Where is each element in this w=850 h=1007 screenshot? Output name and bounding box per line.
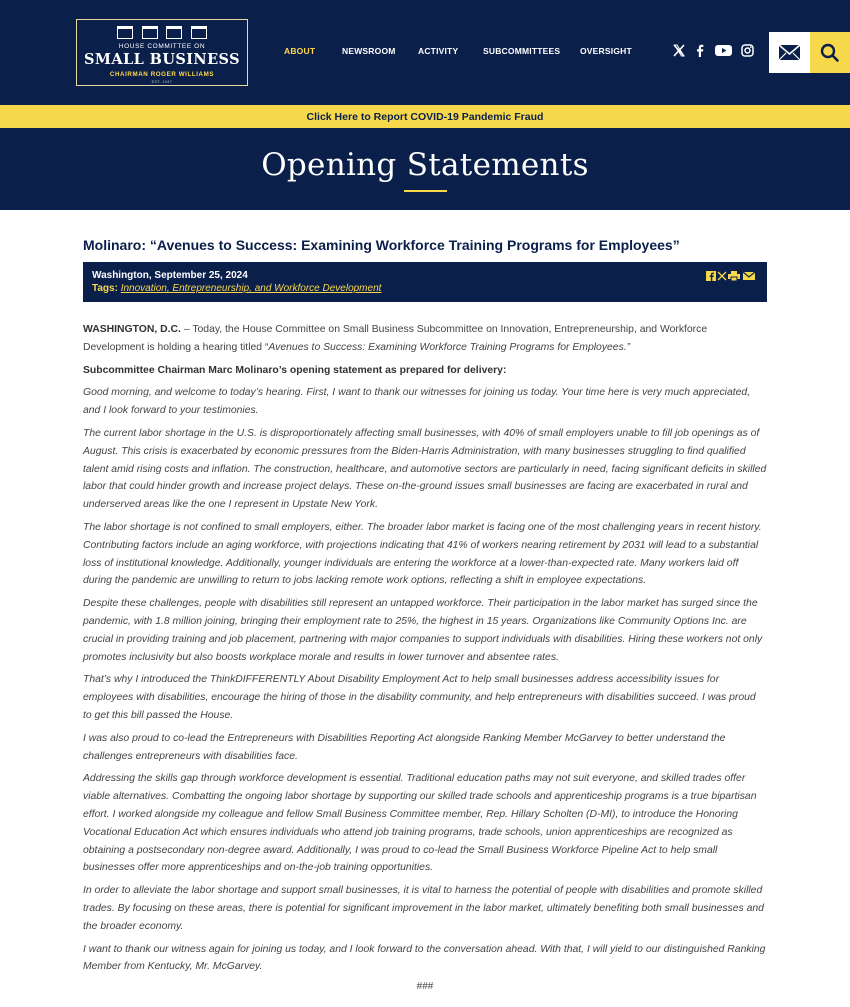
nav-item-activity[interactable]: ACTIVITY bbox=[418, 46, 459, 56]
covid-fraud-banner bbox=[0, 105, 850, 128]
storefront-icon bbox=[117, 26, 133, 39]
committee-logo[interactable] bbox=[76, 19, 248, 86]
x-icon[interactable] bbox=[673, 44, 685, 62]
facebook-share-icon[interactable] bbox=[706, 268, 716, 286]
contact-button[interactable] bbox=[769, 32, 810, 73]
statement-paragraph: Addressing the skills gap through workforce development is essential. Traditional education paths may not suit everyone, and skilled trades offer viable alternatives. Combatting the ongoing labor shortage by supporting our skilled trade schools and apprenticeship programs is a true bipartisan effort. I worked alongside my colleague and fellow Small Business Committee member, Rep. Hillary Scholten (D-MI), to introduce the Honoring Vocational Education Act which ensures individuals who attend job training programs, trade schools, union apprenticeships are recognized as obtaining a postsecondary non-degree award. Additionally, I was proud to co-lead the Small Business Workforce Pipeline Act to help small businesses offer more apprenticeships and on-the-job training opportunities. bbox=[83, 773, 757, 874]
statement-paragraph: Despite these challenges, people with disabilities still represent an untapped workforce. Their participation in the labor market has surged since the pandemic, with 1.8 million joining, bringing their employment rate to 25%, the highest in 15 years. Organizations like Community Options Inc. are crucial in providing training and job placement, partnering with major companies to support individuals with disabilities. Hiring these workers not only promotes inclusivity but also boosts workplace morale and results in lower turnover and absentee rates. bbox=[83, 598, 763, 663]
press-release bbox=[83, 236, 767, 992]
site-header bbox=[0, 0, 850, 105]
logo-chairman-text: CHAIRMAN ROGER WILLIAMS bbox=[109, 71, 215, 78]
lead-text: – Today, the House Committee on Small Business Subcommittee on Innovation, Entrepreneurship, and Workforce Development is holding a hearing titled “ bbox=[83, 324, 708, 353]
nav-item-about[interactable]: ABOUT bbox=[284, 46, 316, 56]
statement-paragraph: That’s why I introduced the ThinkDIFFERENTLY About Disability Employment Act to help small businesses address accessibility issues for employees with disabilities, encourage the hiring of those in the disability community, and help entrepreneurs with disabilities succeed. I was proud to get this bill passed the House. bbox=[83, 674, 756, 721]
logo-top-text: HOUSE COMMITTEE ON bbox=[118, 43, 206, 50]
storefront-icon bbox=[166, 26, 182, 39]
logo-est-text: EST. 1947 bbox=[151, 80, 173, 84]
press-release-title: Molinaro: “Avenues to Success: Examining Workforce Training Programs for Employees” bbox=[83, 237, 680, 253]
search-icon bbox=[810, 32, 850, 73]
press-release-tags bbox=[92, 282, 758, 296]
logo-main-text: SMALL BUSINESS bbox=[84, 51, 240, 68]
dateline: WASHINGTON, D.C. bbox=[83, 324, 181, 335]
instagram-icon[interactable] bbox=[741, 44, 754, 62]
press-release-meta bbox=[83, 262, 767, 302]
tag-link[interactable]: Innovation, Entrepreneurship, and Workforce Development bbox=[120, 283, 382, 294]
logo-building-icons bbox=[117, 26, 207, 40]
statement-intro: Subcommittee Chairman Marc Molinaro’s opening statement as prepared for delivery: bbox=[83, 364, 507, 376]
press-release-body bbox=[83, 321, 767, 992]
storefront-icon bbox=[191, 26, 207, 39]
youtube-icon[interactable] bbox=[715, 44, 732, 62]
facebook-icon[interactable] bbox=[696, 44, 704, 62]
envelope-icon bbox=[769, 32, 810, 73]
page-hero bbox=[0, 128, 850, 210]
nav-item-newsroom[interactable]: NEWSROOM bbox=[342, 46, 396, 56]
statement-paragraph: The current labor shortage in the U.S. is disproportionately affecting small businesses, with 40% of small employers unable to fill job openings as of August. This crisis is exacerbated by economic pressures from the Biden-Harris Administration, with many businesses struggling to find qualified talent amid rising costs and inflation. The construction, healthcare, and automotive sectors are particularly in need, facing significant deficits in skilled labor that could hinder growth and increase project delays. These on-the-ground issues small businesses are facing are exacerbated in rural and underserved areas like the one I represent in Upstate New York. bbox=[83, 427, 767, 511]
print-icon[interactable] bbox=[728, 268, 740, 286]
nav-item-subcommittees[interactable]: SUBCOMMITTEES bbox=[483, 46, 561, 56]
page-title: Opening Statements bbox=[261, 147, 589, 183]
search-button[interactable] bbox=[810, 32, 850, 73]
lead-paragraph bbox=[83, 321, 767, 357]
x-share-icon[interactable] bbox=[717, 268, 727, 286]
statement-paragraph: In order to alleviate the labor shortage and support small businesses, it is vital to harness the potential of people with disabilities and promote skilled trades. By focusing on these areas, there is potential for significant improvement in the labor market, ultimately benefiting both small businesses and the broader economy. bbox=[83, 885, 764, 932]
title-underline bbox=[404, 190, 447, 192]
email-share-icon[interactable] bbox=[743, 268, 755, 286]
storefront-icon bbox=[142, 26, 158, 39]
statement-paragraph: Good morning, and welcome to today’s hearing. First, I want to thank our witnesses for joining us today. Your time here is very much appreciated, and I look forward to your testimonies. bbox=[83, 387, 751, 417]
statement-paragraph: I want to thank our witness again for joining us today, and I look forward to the conversation ahead. With that, I will yield to our distinguished Ranking Member from Kentucky, Mr. McGarvey. bbox=[83, 943, 766, 973]
statement-paragraph: I was also proud to co-lead the Entrepreneurs with Disabilities Reporting Act alongside Ranking Member McGarvey to better understand the challenges entrepreneurs with disabilities face. bbox=[83, 732, 726, 762]
statement-paragraph: The labor shortage is not confined to small employers, either. The broader labor market is facing one of the most challenging years in recent history. Contributing factors include an aging workforce, with projections indicating that 41% of workers nearing retirement by 2031 will lead to a substantial loss of institutional knowledge. Additionally, younger individuals are entering the workforce at a lower-than-expected rate. Many workers laid off during the pandemic are unwilling to return to jobs lacking remote work options, reflecting a shift in employee expectations. bbox=[83, 521, 762, 587]
nav-item-oversight[interactable]: OVERSIGHT bbox=[580, 46, 632, 56]
end-mark: ### bbox=[416, 981, 434, 993]
press-release-date: Washington, September 25, 2024 bbox=[92, 270, 248, 281]
covid-fraud-link[interactable]: Click Here to Report COVID-19 Pandemic Fraud bbox=[306, 111, 544, 123]
hearing-title: Avenues to Success: Examining Workforce Training Programs for Employees.” bbox=[268, 341, 631, 353]
tags-label: Tags: bbox=[92, 283, 118, 294]
